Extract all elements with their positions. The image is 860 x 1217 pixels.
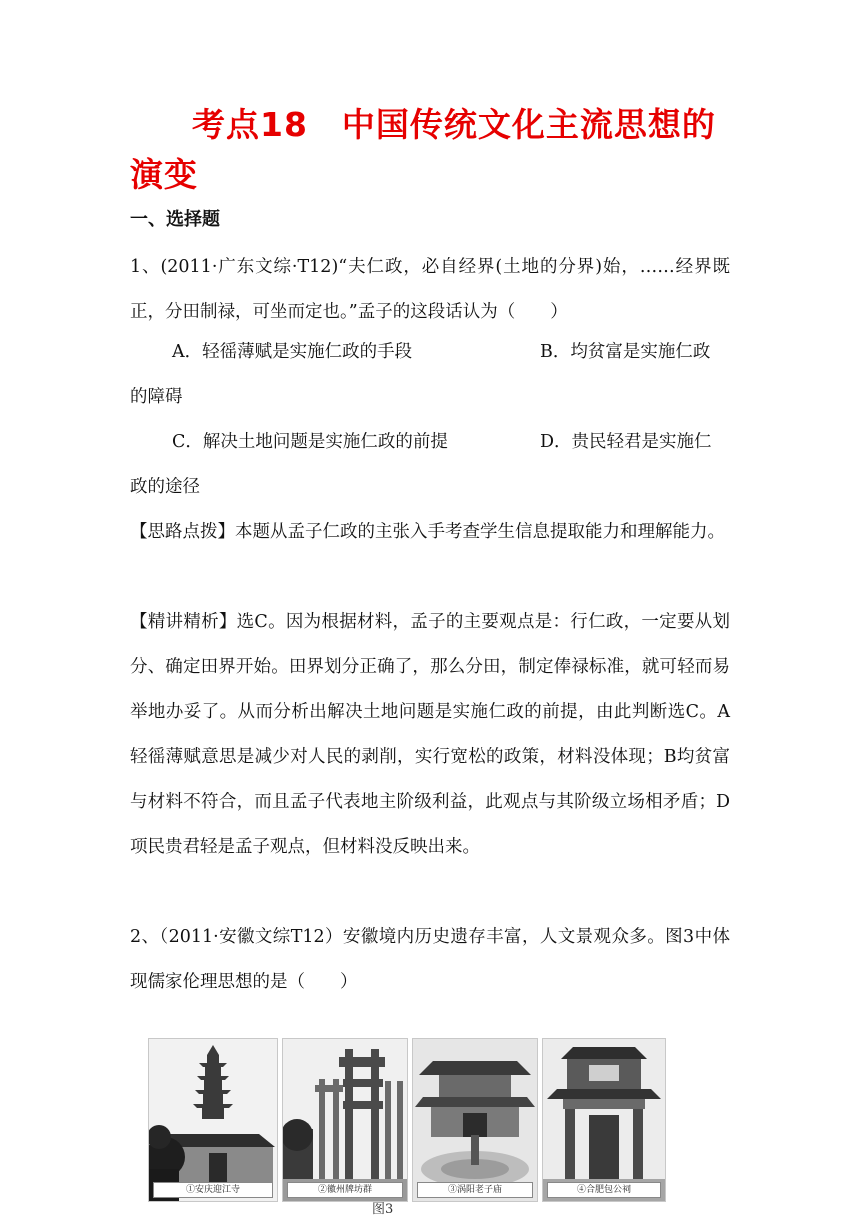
- figure-label: 图3: [372, 1202, 394, 1217]
- photo-caption-3: ③涡阳老子庙: [417, 1182, 533, 1198]
- shrine-illustration: [543, 1039, 665, 1201]
- question-2-stem: 2、（2011·安徽文综T12）安徽境内历史遗存丰富，人文景观众多。图3中体现儒家伦理思想的是（ ）: [130, 927, 730, 992]
- question-1-option-b: B．均贫富是实施仁政: [540, 342, 711, 362]
- question-1-option-b-cont: 的障碍: [130, 387, 183, 407]
- page-title: 考点18 中国传统文化主流思想的演变: [130, 105, 716, 194]
- photo-laozi-temple: [412, 1038, 538, 1202]
- photo-archways: [282, 1038, 408, 1202]
- pagoda-illustration: [149, 1039, 277, 1201]
- question-1-analysis: 【精讲精析】选C。因为根据材料，孟子的主要观点是：行仁政，一定要从划分、确定田界开始。田界划分正确了，那么分田，制定俸禄标准，就可轻而易举地办妥了。从而分析出解决土地问题是实施仁政的前提，由此判断选C。A轻徭薄赋意思是减少对人民的剥削，实行宽松的政策，材料没体现；B均贫富与材料不符合，而且孟子代表地主阶级利益，此观点与其阶级立场相矛盾；D项民贵君轻是孟子观点，但材料没反映出来。: [130, 612, 730, 857]
- photo-pagoda-temple: [148, 1038, 278, 1202]
- question-1-option-d-cont: 政的途径: [130, 477, 200, 497]
- temple-illustration: [413, 1039, 537, 1201]
- photo-caption-1: ①安庆迎江寺: [153, 1182, 273, 1198]
- photo-baogong-shrine: [542, 1038, 666, 1202]
- photo-caption-4: ④合肥包公祠: [547, 1182, 661, 1198]
- figure-3: [148, 1038, 664, 1198]
- question-1-hint: 【思路点拨】本题从孟子仁政的主张入手考查学生信息提取能力和理解能力。: [130, 522, 725, 542]
- archway-illustration: [283, 1039, 407, 1201]
- question-1-option-d: D．贵民轻君是实施仁: [540, 432, 712, 452]
- question-1-option-c: C．解决土地问题是实施仁政的前提: [172, 432, 448, 452]
- question-1-stem: 1、(2011·广东文综·T12)“夫仁政，必自经界(土地的分界)始，……经界既正，分田制禄，可坐而定也。”孟子的这段话认为（ ）: [130, 257, 730, 322]
- section-heading: 一、选择题: [130, 209, 220, 230]
- photo-caption-2: ②徽州牌坊群: [287, 1182, 403, 1198]
- question-1-option-a: A．轻徭薄赋是实施仁政的手段: [172, 342, 413, 362]
